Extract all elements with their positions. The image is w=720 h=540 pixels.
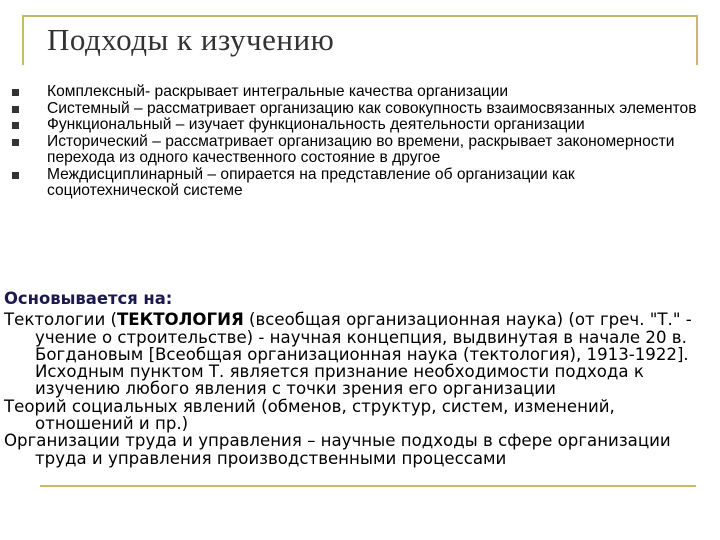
- basis-paragraph-social: Теорий социальных явлений (обменов, структур, систем, изменений, отношений и пр.): [4, 396, 615, 434]
- list-item: [12, 117, 702, 134]
- square-bullet-icon: [12, 172, 19, 179]
- title-frame-top-border: [22, 15, 698, 17]
- tektology-term: ТЕКТОЛОГИЯ: [116, 310, 244, 330]
- tektology-definition: (всеобщая организационная наука) (от греч. "Т." - учение о строительстве) - научная концепция, выдвинутая в начале 20 в. Богдановым [Всеобщая организационная наука (тектология), 1913-1922]. Исходным пунктом Т. является признание необходимости подхода к изучению любого явления с точки зрения его организации: [35, 310, 692, 399]
- square-bullet-icon: [12, 122, 19, 129]
- list-item-text: Междисциплинарный – опирается на представление об организации как социотехнической системе: [47, 165, 575, 199]
- bottom-divider-line: [40, 485, 696, 487]
- basis-heading: Основывается на:: [4, 289, 173, 308]
- basis-paragraph-labor: Организации труда и управления – научные подходы в сфере организации труда и управления производственными процессами: [4, 431, 671, 468]
- list-item: [12, 84, 702, 101]
- slide-title: Подходы к изучению: [47, 22, 335, 57]
- square-bullet-icon: [12, 89, 19, 96]
- list-item-text: Функциональный – изучает функциональность деятельности организации: [47, 116, 585, 133]
- list-item: [12, 134, 702, 167]
- approaches-list: [12, 84, 702, 200]
- basis-section: [4, 290, 712, 467]
- list-item-text: Системный – рассматривает организацию как совокупность взаимосвязанных элементов: [47, 99, 697, 117]
- list-item-text: Исторический – рассматривает организацию во времени, раскрывает закономерности перехода из одного качественного состояние в другое: [47, 132, 675, 166]
- title-frame-right-border: [696, 15, 698, 65]
- title-frame-left-border: [22, 15, 24, 65]
- tektology-prefix: Тектологии (: [4, 310, 117, 330]
- list-item: [12, 167, 702, 200]
- square-bullet-icon: [12, 106, 19, 113]
- square-bullet-icon: [12, 139, 19, 146]
- basis-paragraph-tektology: [4, 311, 712, 397]
- list-item-text: Комплексный- раскрывает интегральные качества организации: [47, 83, 509, 100]
- list-item: [12, 101, 702, 118]
